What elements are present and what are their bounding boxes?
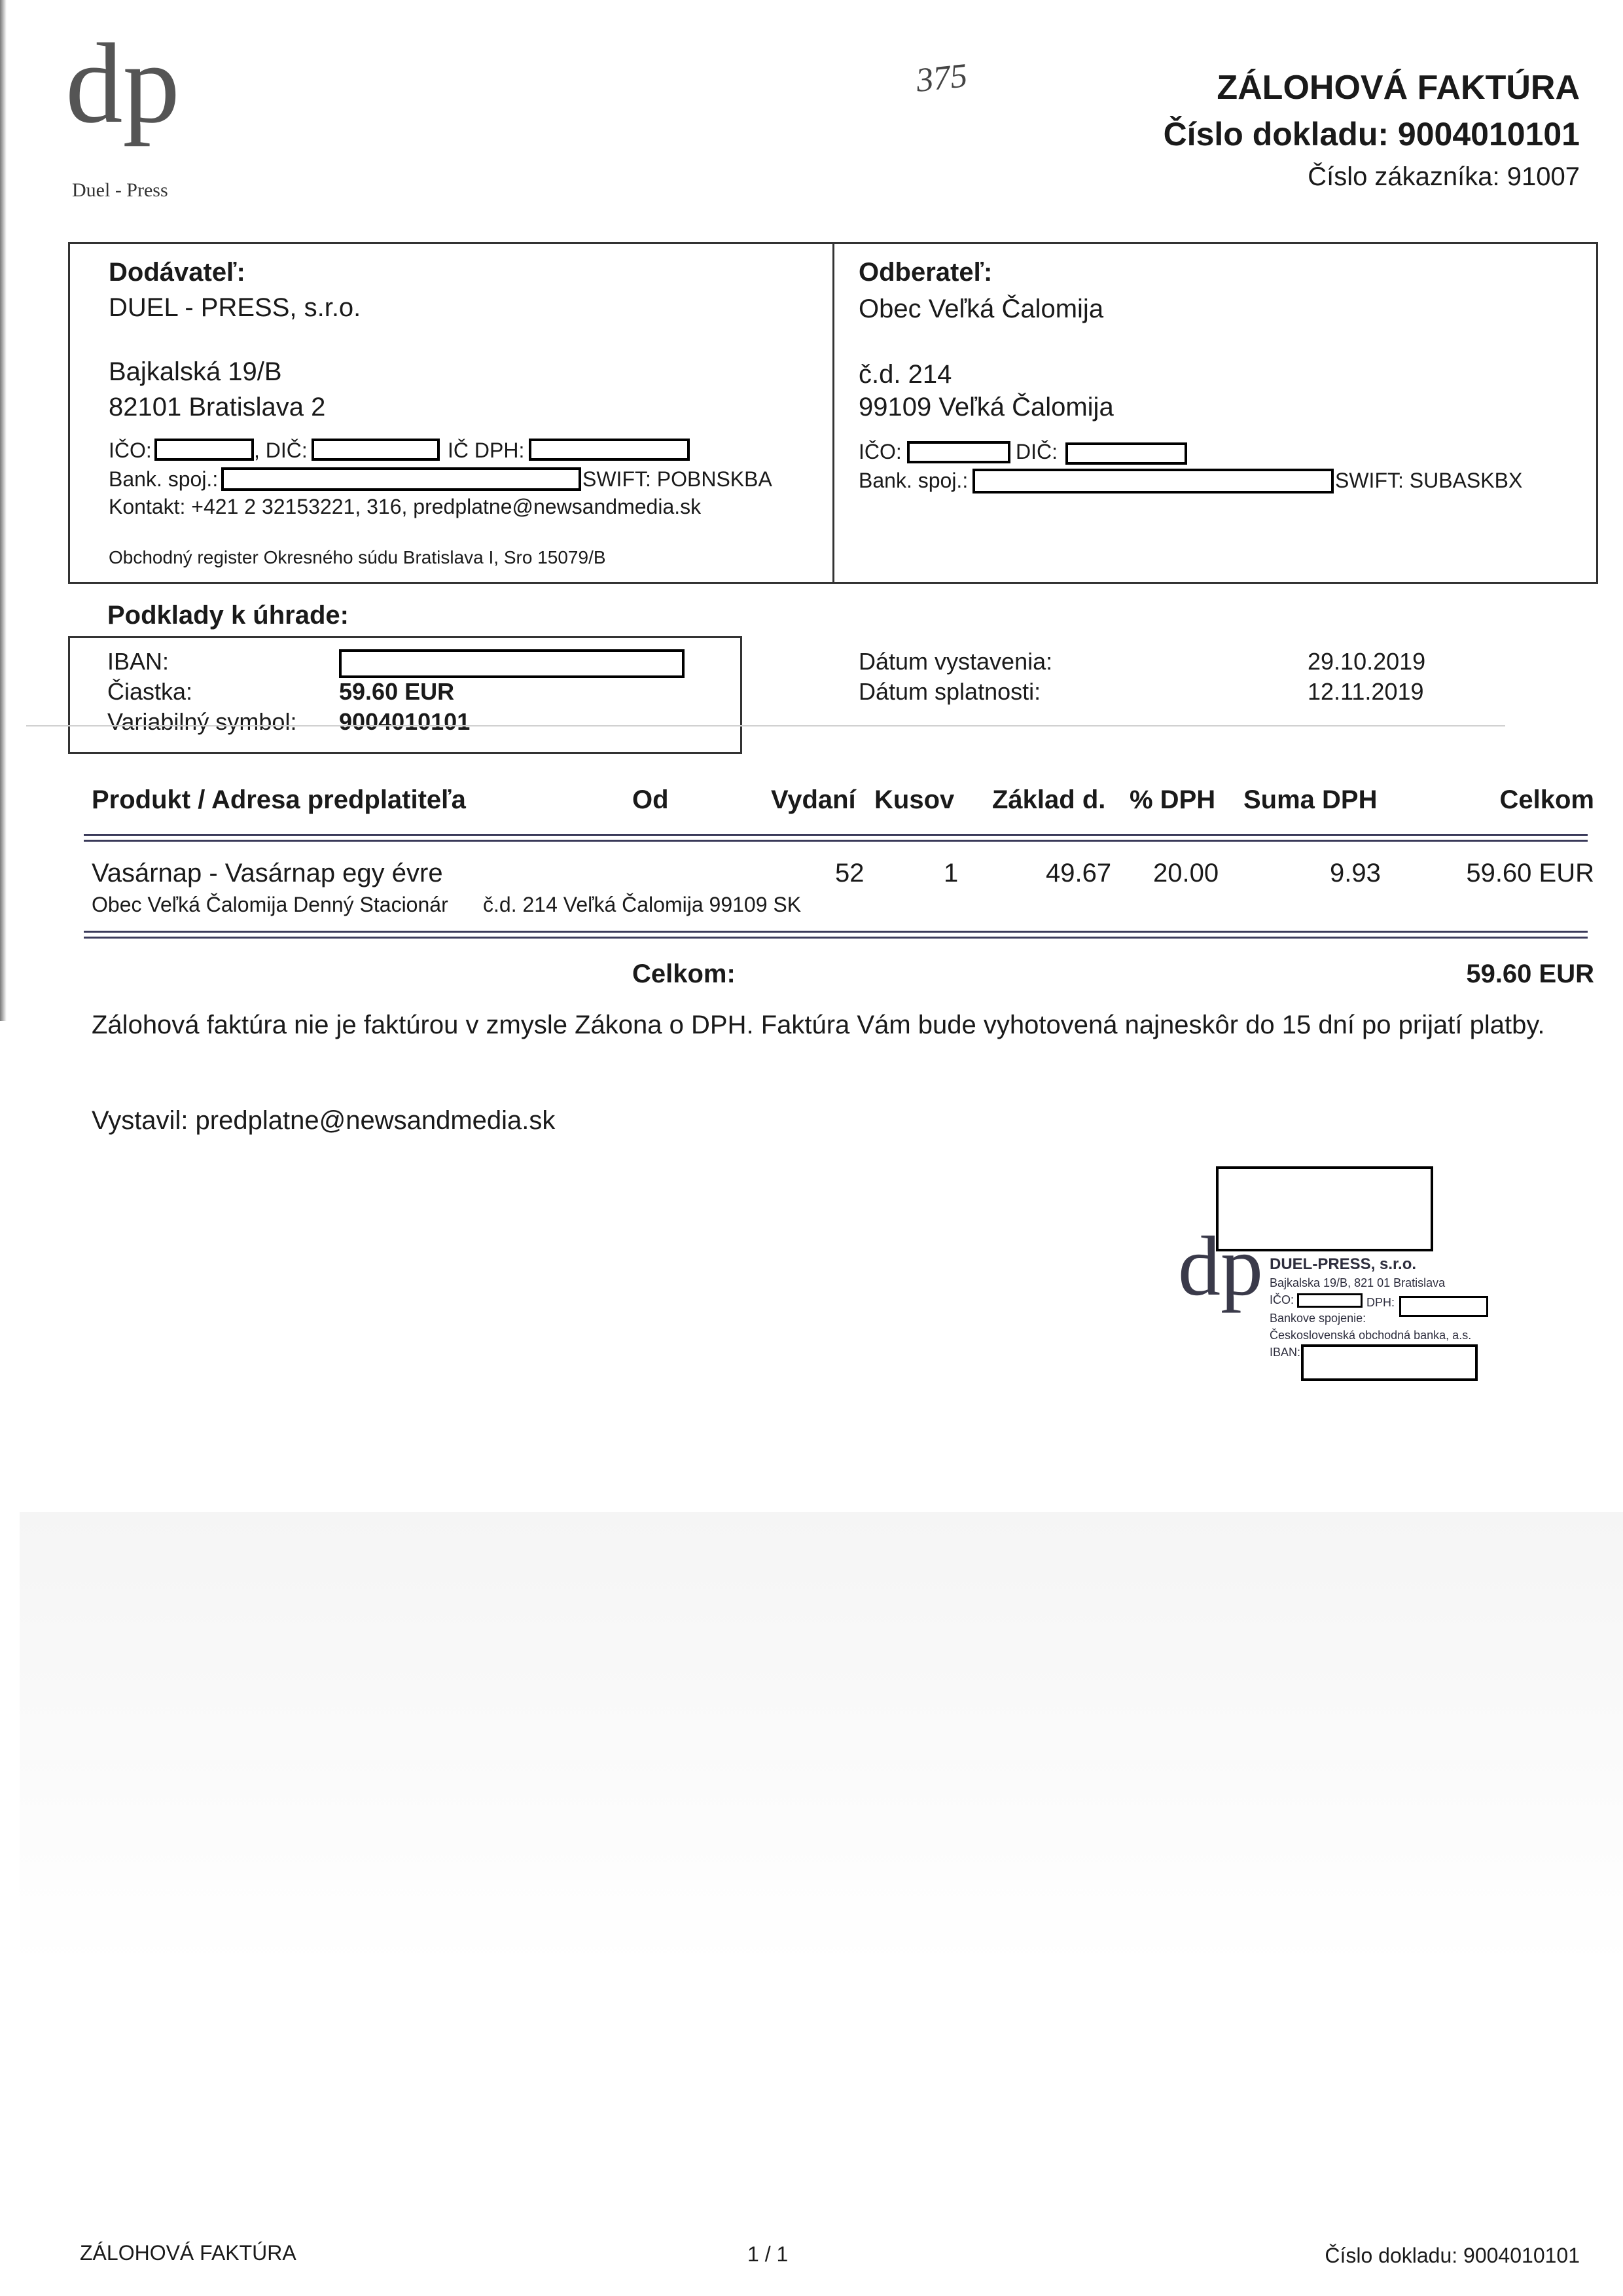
document-number: Číslo dokladu: 9004010101 <box>1163 116 1580 152</box>
customer-ico-label: IČO: <box>859 440 902 463</box>
col-header-from: Od <box>632 785 669 814</box>
stamp-bank-name: Československá obchodná banka, a.s. <box>1270 1329 1472 1342</box>
supplier-contact: Kontakt: +421 2 32153221, 316, predplatne@newsandmedia.sk <box>109 495 702 518</box>
redaction-customer-bank <box>972 469 1334 493</box>
vat-note: Zálohová faktúra nie je faktúrou v zmysle Zákona o DPH. Faktúra Vám bude vyhotovená najneskôr do 15 dní po prijatí platby. <box>92 1011 1545 1039</box>
supplier-icdph-label: IČ DPH: <box>448 439 525 462</box>
supplier-street: Bajkalská 19/B <box>109 357 282 386</box>
customer-label: Odberateľ: <box>859 258 993 287</box>
row-base: 49.67 <box>1046 859 1112 888</box>
parties-divider <box>832 242 834 584</box>
redaction-supplier-icdph <box>529 439 690 461</box>
issued-by: Vystavil: predplatne@newsandmedia.sk <box>92 1106 556 1135</box>
redaction-supplier-dic <box>312 439 440 461</box>
logo-name: Duel - Press <box>72 179 168 201</box>
amount-value: 59.60 EUR <box>339 678 455 705</box>
redaction-customer-dic <box>1065 442 1187 465</box>
redaction-supplier-bank <box>221 467 581 491</box>
customer-street: č.d. 214 <box>859 360 952 389</box>
total-value: 59.60 EUR <box>1466 960 1594 988</box>
stamp-mark: dp <box>1178 1219 1263 1314</box>
col-header-issues: Vydaní <box>771 785 856 814</box>
stamp-bank-label: Bankove spojenie: <box>1270 1312 1366 1325</box>
document-title: ZÁLOHOVÁ FAKTÚRA <box>1217 69 1580 107</box>
supplier-dic-label: , DIČ: <box>254 439 308 462</box>
logo-mark: dp <box>65 20 180 147</box>
col-header-product: Produkt / Adresa predplatiteľa <box>92 785 466 814</box>
row-product: Vasárnap - Vasárnap egy évre <box>92 859 443 888</box>
footer-title: ZÁLOHOVÁ FAKTÚRA <box>80 2241 296 2265</box>
supplier-label: Dodávateľ: <box>109 258 245 287</box>
redaction-stamp-ico <box>1297 1293 1363 1308</box>
redaction-iban <box>339 649 685 678</box>
payment-heading: Podklady k úhrade: <box>107 601 349 630</box>
col-header-base: Základ d. <box>992 785 1106 814</box>
redaction-supplier-ico <box>154 439 254 461</box>
redaction-stamp-iban <box>1301 1344 1478 1381</box>
due-date-label: Dátum splatnosti: <box>859 678 1041 705</box>
supplier-name: DUEL - PRESS, s.r.o. <box>109 293 361 322</box>
supplier-swift: SWIFT: POBNSKBA <box>582 467 772 491</box>
stamp-company: DUEL-PRESS, s.r.o. <box>1270 1255 1417 1273</box>
table-header-rule <box>84 834 1588 842</box>
stamp-ico-label: IČO: <box>1270 1293 1294 1306</box>
stamp-dph-label: DPH: <box>1366 1296 1395 1309</box>
row-issues: 52 <box>835 859 865 888</box>
row-vat-pct: 20.00 <box>1153 859 1219 888</box>
row-address: č.d. 214 Veľká Čalomija 99109 SK <box>483 893 802 916</box>
table-bottom-rule <box>84 931 1588 939</box>
supplier-city: 82101 Bratislava 2 <box>109 393 326 422</box>
iban-label: IBAN: <box>107 648 169 675</box>
scan-edge <box>0 0 7 1021</box>
footer-document-number: Číslo dokladu: 9004010101 <box>1325 2244 1580 2267</box>
scan-fold-line <box>26 725 1505 726</box>
stamp-address: Bajkalska 19/B, 821 01 Bratislava <box>1270 1276 1446 1289</box>
customer-bank-label: Bank. spoj.: <box>859 469 969 492</box>
total-label: Celkom: <box>632 960 736 988</box>
customer-name: Obec Veľká Čalomija <box>859 295 1104 323</box>
row-vat-sum: 9.93 <box>1330 859 1381 888</box>
footer-page-number: 1 / 1 <box>747 2242 789 2266</box>
customer-number: Číslo zákazníka: 91007 <box>1308 162 1580 191</box>
stamp-iban-label: IBAN: <box>1270 1346 1301 1359</box>
row-pieces: 1 <box>944 859 959 888</box>
issue-date-value: 29.10.2019 <box>1308 648 1426 675</box>
col-header-total: Celkom <box>1499 785 1594 814</box>
issue-date-label: Dátum vystavenia: <box>859 648 1053 675</box>
supplier-bank-label: Bank. spoj.: <box>109 467 219 491</box>
scan-fold-shade <box>20 1512 1623 2271</box>
supplier-ico-label: IČO: <box>109 439 152 462</box>
supplier-register: Obchodný register Okresného súdu Bratislava I, Sro 15079/B <box>109 547 606 567</box>
customer-swift: SWIFT: SUBASKBX <box>1335 469 1523 492</box>
variable-symbol-value: 9004010101 <box>339 708 471 735</box>
amount-label: Čiastka: <box>107 678 193 705</box>
customer-city: 99109 Veľká Čalomija <box>859 393 1114 422</box>
col-header-vat-pct: % DPH <box>1130 785 1216 814</box>
due-date-value: 12.11.2019 <box>1308 678 1424 705</box>
row-subscriber: Obec Veľká Čalomija Denný Stacionár <box>92 893 448 916</box>
redaction-customer-ico <box>907 441 1010 463</box>
variable-symbol-label: Variabilný symbol: <box>107 708 297 735</box>
customer-dic-label: DIČ: <box>1016 440 1058 463</box>
row-total: 59.60 EUR <box>1466 859 1594 888</box>
handwritten-note: 375 <box>914 57 969 99</box>
redaction-stamp-dph <box>1399 1296 1488 1317</box>
col-header-pieces: Kusov <box>874 785 955 814</box>
col-header-vat-sum: Suma DPH <box>1243 785 1378 814</box>
